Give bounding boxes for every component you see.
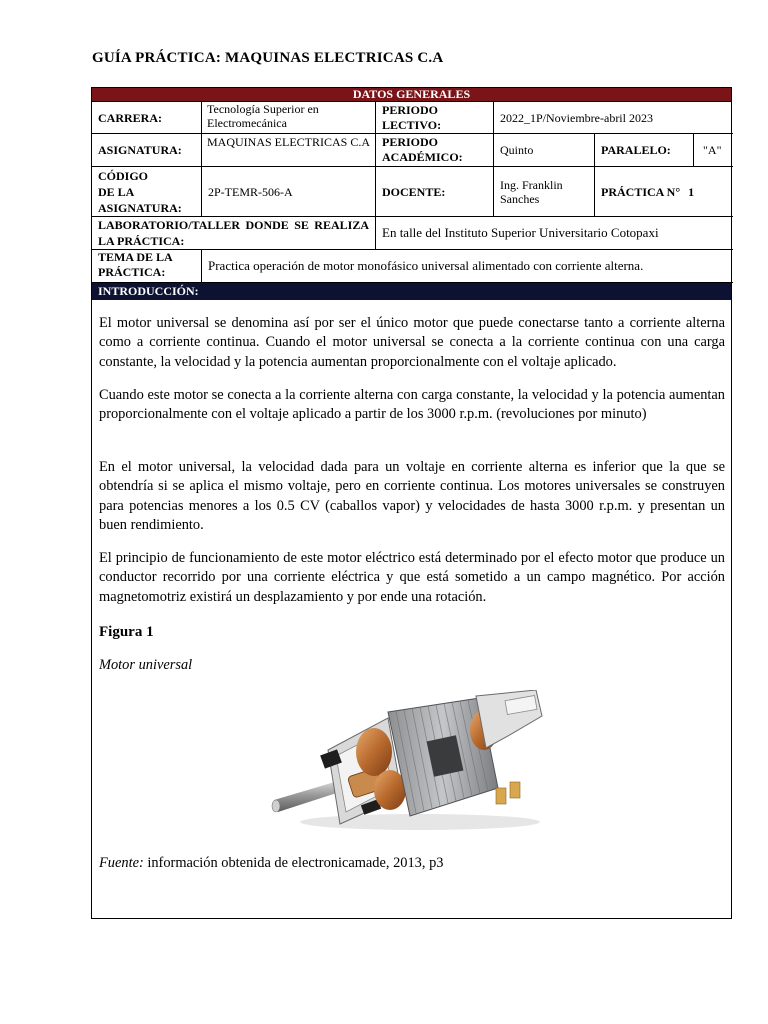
- periodo-academico-label: PERIODO ACADÉMICO:: [376, 134, 494, 167]
- asignatura-value: MAQUINAS ELECTRICAS C.A: [202, 134, 376, 167]
- intro-paragraph-4: El principio de funcionamiento de este motor eléctrico está determinado por el efecto motor que produce un conductor recorrido por una corriente eléctrica y que está sometido a un campo magnético. Por acción magnetomotriz existirá un desplazamiento y por ende una rotación.: [99, 550, 725, 605]
- carrera-label: CARRERA:: [92, 102, 202, 134]
- asignatura-label: ASIGNATURA:: [92, 134, 202, 167]
- docente-value: Ing. Franklin Sanches: [494, 167, 595, 217]
- practice-guide-frame: [91, 87, 732, 919]
- general-data-header: DATOS GENERALES: [92, 88, 731, 102]
- carrera-value: Tecnología Superior en Electromecánica: [202, 102, 376, 134]
- periodo-lectivo-label: PERIODO LECTIVO:: [376, 102, 494, 134]
- practica-value: 1: [688, 184, 695, 199]
- laboratorio-value: En talle del Instituto Superior Universitario Cotopaxi: [376, 217, 733, 250]
- document-title: GUÍA PRÁCTICA: MAQUINAS ELECTRICAS C.A: [92, 50, 444, 66]
- introduction-header: INTRODUCCIÓN:: [92, 283, 731, 300]
- laboratorio-label: LABORATORIO/TALLER DONDE SE REALIZA LA PRÁCTICA:: [92, 217, 376, 250]
- figure-caption: Motor universal: [99, 657, 193, 673]
- codigo-label-text: CÓDIGO DE LA ASIGNATURA:: [98, 169, 182, 215]
- codigo-label: [92, 167, 202, 217]
- intro-paragraph-1: El motor universal se denomina así por ser el único motor que puede conectarse tanto a corriente alterna como a corriente continua. Cuando el motor universal se conecta a la corriente continua con una carga constante, la velocidad y la potencia aumentan proporcionalmente con el voltaje aplicado.: [99, 315, 725, 370]
- periodo-lectivo-value: 2022_1P/Noviembre-abril 2023: [494, 102, 733, 134]
- codigo-value: 2P-TEMR-506-A: [202, 167, 376, 217]
- practica-label: PRÁCTICA N°: [601, 184, 681, 199]
- periodo-academico-value: Quinto: [494, 134, 595, 167]
- source-text: información obtenida de electronicamade, 2013, p3: [147, 855, 444, 871]
- intro-paragraph-3: En el motor universal, la velocidad dada para un voltaje en corriente alterna es inferior que la que se obtendría si se aplica el mismo voltaje, pero en corriente continua. Los motores universales se construyen para potencias menores a los 0.5 CV (caballos vapor) y velocidades de hasta 3000 r.p.m. y presentan un buen rendimiento.: [99, 459, 725, 534]
- source-label: Fuente:: [99, 855, 144, 871]
- universal-motor-image: [270, 690, 552, 832]
- tema-value: Practica operación de motor monofásico universal alimentado con corriente alterna.: [202, 250, 733, 283]
- practica-number: [595, 167, 733, 217]
- figure-source: [99, 855, 443, 872]
- paralelo-value: "A": [694, 134, 733, 167]
- docente-label: DOCENTE:: [376, 167, 494, 217]
- intro-paragraph-2: Cuando este motor se conecta a la corriente alterna con carga constante, la velocidad y la potencia aumentan proporcionalmente con el voltaje aplicado a partir de los 3000 r.p.m. (revoluciones por minuto): [99, 387, 725, 423]
- paralelo-label: PARALELO:: [595, 134, 694, 167]
- tema-label: TEMA DE LA PRÁCTICA:: [92, 250, 202, 283]
- figure-title: Figura 1: [99, 624, 154, 640]
